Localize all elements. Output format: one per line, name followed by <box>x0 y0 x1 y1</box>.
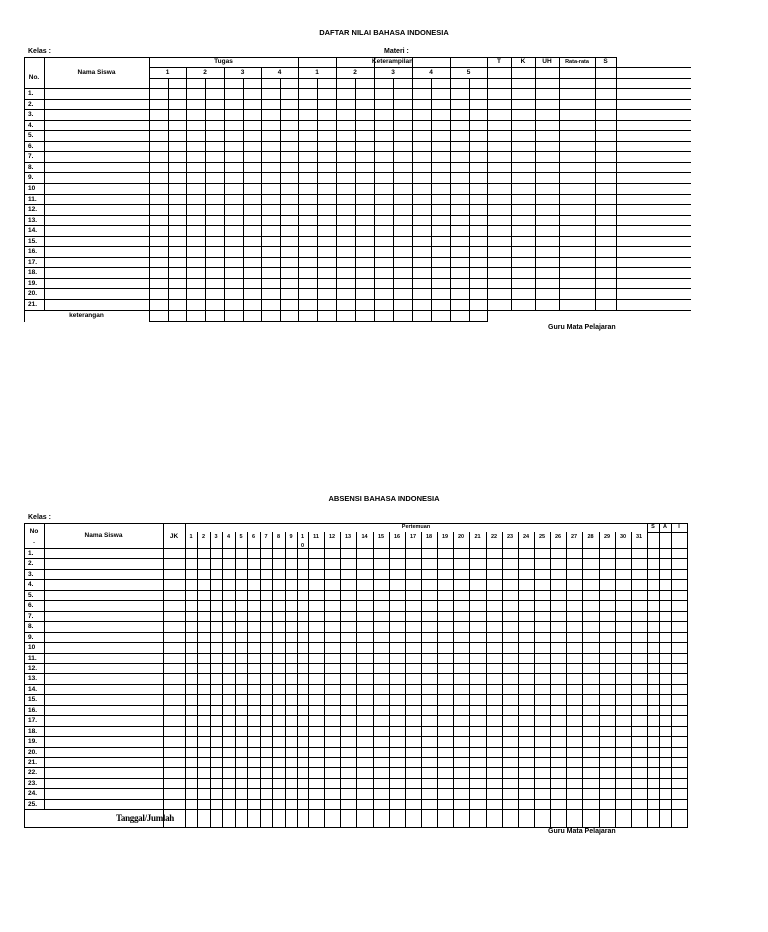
grid-line <box>24 215 691 216</box>
absensi-day-col: 15 <box>377 534 385 540</box>
nilai-materi-label: Materi : <box>384 48 409 55</box>
grid-line <box>373 532 374 828</box>
absensi-day-col: 11 <box>313 534 319 540</box>
grid-line <box>671 523 672 828</box>
absensi-row-number: 7. <box>28 613 34 620</box>
grid-line <box>486 532 487 828</box>
absensi-row-number: 20. <box>28 749 38 756</box>
nilai-nama-header: Nama Siswa <box>77 69 116 76</box>
grid-line <box>24 288 691 289</box>
absensi-row-number: 21. <box>28 759 38 766</box>
grid-line <box>324 532 325 828</box>
grid-line <box>317 78 318 322</box>
absensi-day-col: 14 <box>361 534 368 540</box>
grid-line <box>24 236 691 237</box>
nilai-keterampilan-col-2: 2 <box>353 69 357 76</box>
grid-line <box>356 532 357 828</box>
absensi-row-number: 10 <box>28 644 36 651</box>
absensi-day-col: 5 <box>239 534 243 540</box>
grid-line <box>197 532 198 828</box>
nilai-row-number: 13. <box>28 217 38 224</box>
nilai-row-number: 1. <box>28 90 34 97</box>
grid-line <box>659 523 660 828</box>
absensi-day-col: 22 <box>490 534 498 540</box>
nilai-row-number: 3. <box>28 111 34 118</box>
grid-line <box>186 67 187 322</box>
absensi-row-number: 3. <box>28 571 34 578</box>
nilai-row-number: 14. <box>28 227 38 234</box>
absensi-tanggal-jumlah-label: Tanggal/Jumlah <box>116 813 174 823</box>
grid-line <box>24 130 691 131</box>
absensi-row-number: 13. <box>28 675 38 682</box>
absensi-day-col: 28 <box>587 534 594 540</box>
grid-line <box>298 57 299 322</box>
grid-line <box>559 57 560 311</box>
absensi-day-col: 18 <box>425 534 433 540</box>
grid-line <box>535 57 536 311</box>
absensi-day-col: 30 <box>619 534 627 540</box>
nilai-tugas-col-1: 1 <box>165 69 170 76</box>
nilai-row-number: 21. <box>28 301 38 308</box>
grid-line <box>647 532 688 533</box>
grid-line <box>615 532 616 828</box>
grid-line <box>687 523 688 828</box>
grid-line <box>24 523 25 828</box>
nilai-uh-header: UH <box>542 58 552 65</box>
nilai-row-number: 6. <box>28 143 34 150</box>
grid-line <box>412 57 413 322</box>
grid-line <box>24 299 691 300</box>
absensi-day-col: 1 0 <box>300 534 305 549</box>
absensi-day-col: 20 <box>457 534 465 540</box>
nilai-row-number: 19. <box>28 280 38 287</box>
grid-line <box>511 57 512 311</box>
grid-line <box>308 532 309 828</box>
grid-line <box>421 532 422 828</box>
grid-line <box>393 78 394 322</box>
grid-line <box>24 310 691 311</box>
nilai-row-number: 11. <box>28 196 37 203</box>
grid-line <box>247 532 248 828</box>
grid-line <box>469 532 470 828</box>
grid-line <box>261 67 262 322</box>
absensi-day-col: 4 <box>226 534 231 540</box>
grid-line <box>24 57 25 322</box>
grid-line <box>260 532 261 828</box>
grid-line <box>336 57 337 322</box>
grid-line <box>431 78 432 322</box>
absensi-row-number: 9. <box>28 634 34 641</box>
grid-line <box>518 532 519 828</box>
nilai-row-number: 12. <box>28 206 38 213</box>
grid-line <box>405 532 406 828</box>
grid-line <box>163 523 164 828</box>
grid-line <box>24 151 691 152</box>
absensi-row-number: 22. <box>28 769 38 776</box>
absensi-row-number: 1. <box>28 550 34 557</box>
grid-line <box>24 257 691 258</box>
grid-line <box>44 523 45 810</box>
grid-line <box>224 67 225 322</box>
absensi-row-number: 5. <box>28 592 34 599</box>
grid-line <box>24 162 691 163</box>
grid-line <box>24 267 691 268</box>
grid-line <box>355 78 356 322</box>
nilai-footer-signature: Guru Mata Pelajaran <box>548 324 616 331</box>
grid-line <box>437 532 438 828</box>
nilai-k-header: K <box>520 58 526 65</box>
nilai-keterampilan-header: Keterampilan <box>371 58 414 65</box>
grid-line <box>149 67 150 322</box>
absensi-title: ABSENSI BAHASA INDONESIA <box>328 494 440 503</box>
nilai-row-number: 9. <box>28 174 34 181</box>
grid-line <box>243 78 244 322</box>
grid-line <box>24 204 691 205</box>
absensi-row-number: 17. <box>28 717 38 724</box>
grid-line <box>631 532 632 828</box>
grid-line <box>168 78 169 322</box>
grid-line <box>24 183 691 184</box>
absensi-nama-header: Nama Siswa <box>84 532 123 539</box>
absensi-day-col: 3 <box>214 534 218 540</box>
absensi-day-col: 23 <box>506 534 514 540</box>
grid-line <box>222 532 223 828</box>
absensi-day-col: 27 <box>570 534 578 540</box>
absensi-row-number: 15. <box>28 696 38 703</box>
absensi-no-header-dot: . <box>33 538 35 545</box>
nilai-s-header: S <box>603 58 608 65</box>
grid-line <box>647 523 648 828</box>
nilai-row-number: 2. <box>28 101 34 108</box>
grid-line <box>453 532 454 828</box>
grid-line <box>149 67 691 68</box>
grid-line <box>487 57 488 322</box>
nilai-keterampilan-col-1: 1 <box>315 69 319 76</box>
absensi-day-col: 12 <box>328 534 336 540</box>
grid-line <box>550 532 551 828</box>
absensi-day-col: 9 <box>289 534 293 540</box>
grid-line <box>469 78 470 322</box>
absensi-footer-signature: Guru Mata Pelajaran <box>548 828 616 835</box>
grid-line <box>185 523 186 828</box>
grid-line <box>582 532 583 828</box>
absensi-day-col: 26 <box>554 534 562 540</box>
absensi-day-col: 1 <box>189 534 193 540</box>
absensi-pertemuan-header: Pertemuan <box>401 524 431 530</box>
grid-line <box>24 141 691 142</box>
absensi-row-number: 16. <box>28 707 38 714</box>
absensi-row-number: 12. <box>28 665 38 672</box>
nilai-row-number: 15. <box>28 238 38 245</box>
absensi-day-col: 16 <box>393 534 401 540</box>
grid-line <box>502 532 503 828</box>
grid-line <box>280 78 281 322</box>
grid-line <box>24 278 691 279</box>
grid-line <box>450 57 451 322</box>
absensi-day-col: 31 <box>635 534 643 540</box>
grid-line <box>297 532 298 828</box>
absensi-row-number: 23. <box>28 780 38 787</box>
absensi-row-number: 24. <box>28 790 38 797</box>
absensi-summary-s: S <box>651 524 655 530</box>
nilai-keterangan-label: keterangan <box>69 312 104 319</box>
nilai-keterampilan-col-4: 4 <box>429 69 433 76</box>
absensi-day-col: 19 <box>441 534 449 540</box>
nilai-tugas-header: Tugas <box>214 58 233 65</box>
absensi-row-number: 18. <box>28 728 38 735</box>
nilai-row-number: 16. <box>28 248 38 255</box>
nilai-keterampilan-col-3: 3 <box>391 69 395 76</box>
grid-line <box>149 321 488 322</box>
nilai-row-number: 17. <box>28 259 38 266</box>
grid-line <box>24 246 691 247</box>
absensi-row-number: 25. <box>28 801 38 808</box>
grid-line <box>24 194 691 195</box>
grid-line <box>235 532 236 828</box>
grid-line <box>595 57 596 311</box>
nilai-row-number: 7. <box>28 153 34 160</box>
grid-line <box>340 532 341 828</box>
nilai-tugas-col-2: 2 <box>203 69 207 76</box>
absensi-day-col: 6 <box>251 534 256 540</box>
nilai-kelas-label: Kelas : <box>28 48 51 55</box>
absensi-row-number: 6. <box>28 602 34 609</box>
nilai-tugas-col-3: 3 <box>240 69 245 76</box>
nilai-ratarata-header: Rata-rata <box>565 59 589 65</box>
nilai-no-header: No. <box>28 74 40 81</box>
grid-line <box>205 78 206 322</box>
absensi-kelas-label: Kelas : <box>28 514 51 521</box>
absensi-day-col: 25 <box>538 534 546 540</box>
nilai-tugas-col-4: 4 <box>277 69 282 76</box>
grid-line <box>210 532 211 828</box>
grid-line <box>24 109 691 110</box>
absensi-row-number: 2. <box>28 560 34 567</box>
nilai-title: DAFTAR NILAI BAHASA INDONESIA <box>319 28 449 37</box>
absensi-day-col: 21 <box>474 534 481 540</box>
nilai-t-header: T <box>497 58 501 65</box>
grid-line <box>389 532 390 828</box>
grid-line <box>534 532 535 828</box>
nilai-row-number: 18. <box>28 269 38 276</box>
nilai-row-number: 8. <box>28 164 34 171</box>
absensi-day-col: 8 <box>276 534 281 540</box>
grid-line <box>44 57 45 311</box>
grid-line <box>285 532 286 828</box>
absensi-day-col: 13 <box>344 534 352 540</box>
absensi-day-col: 24 <box>522 534 530 540</box>
absensi-summary-a: A <box>663 524 667 530</box>
grid-line <box>24 99 691 100</box>
grid-line <box>272 532 273 828</box>
nilai-row-number: 10 <box>28 185 36 192</box>
grid-line <box>599 532 600 828</box>
absensi-jk-header: JK <box>169 533 179 540</box>
absensi-row-number: 11. <box>28 655 37 662</box>
grid-line <box>566 532 567 828</box>
grid-line <box>616 57 617 311</box>
nilai-row-number: 5. <box>28 132 34 139</box>
absensi-row-number: 19. <box>28 738 38 745</box>
grid-line <box>24 88 691 89</box>
nilai-keterampilan-col-5: 5 <box>466 69 471 76</box>
grid-line <box>374 57 375 322</box>
nilai-row-number: 20. <box>28 290 38 297</box>
absensi-row-number: 14. <box>28 686 38 693</box>
nilai-row-number: 4. <box>28 122 34 129</box>
absensi-day-col: 29 <box>603 534 611 540</box>
absensi-day-col: 7 <box>264 534 268 540</box>
absensi-row-number: 8. <box>28 623 34 630</box>
grid-line <box>24 172 691 173</box>
absensi-no-header: No <box>29 528 39 535</box>
absensi-row-number: 4. <box>28 581 34 588</box>
grid-line <box>24 120 691 121</box>
grid-line <box>24 523 164 524</box>
grid-line <box>149 78 691 79</box>
absensi-summary-i: I <box>678 524 680 530</box>
absensi-day-col: 17 <box>409 534 417 540</box>
absensi-day-col: 2 <box>201 534 206 540</box>
grid-line <box>24 225 691 226</box>
